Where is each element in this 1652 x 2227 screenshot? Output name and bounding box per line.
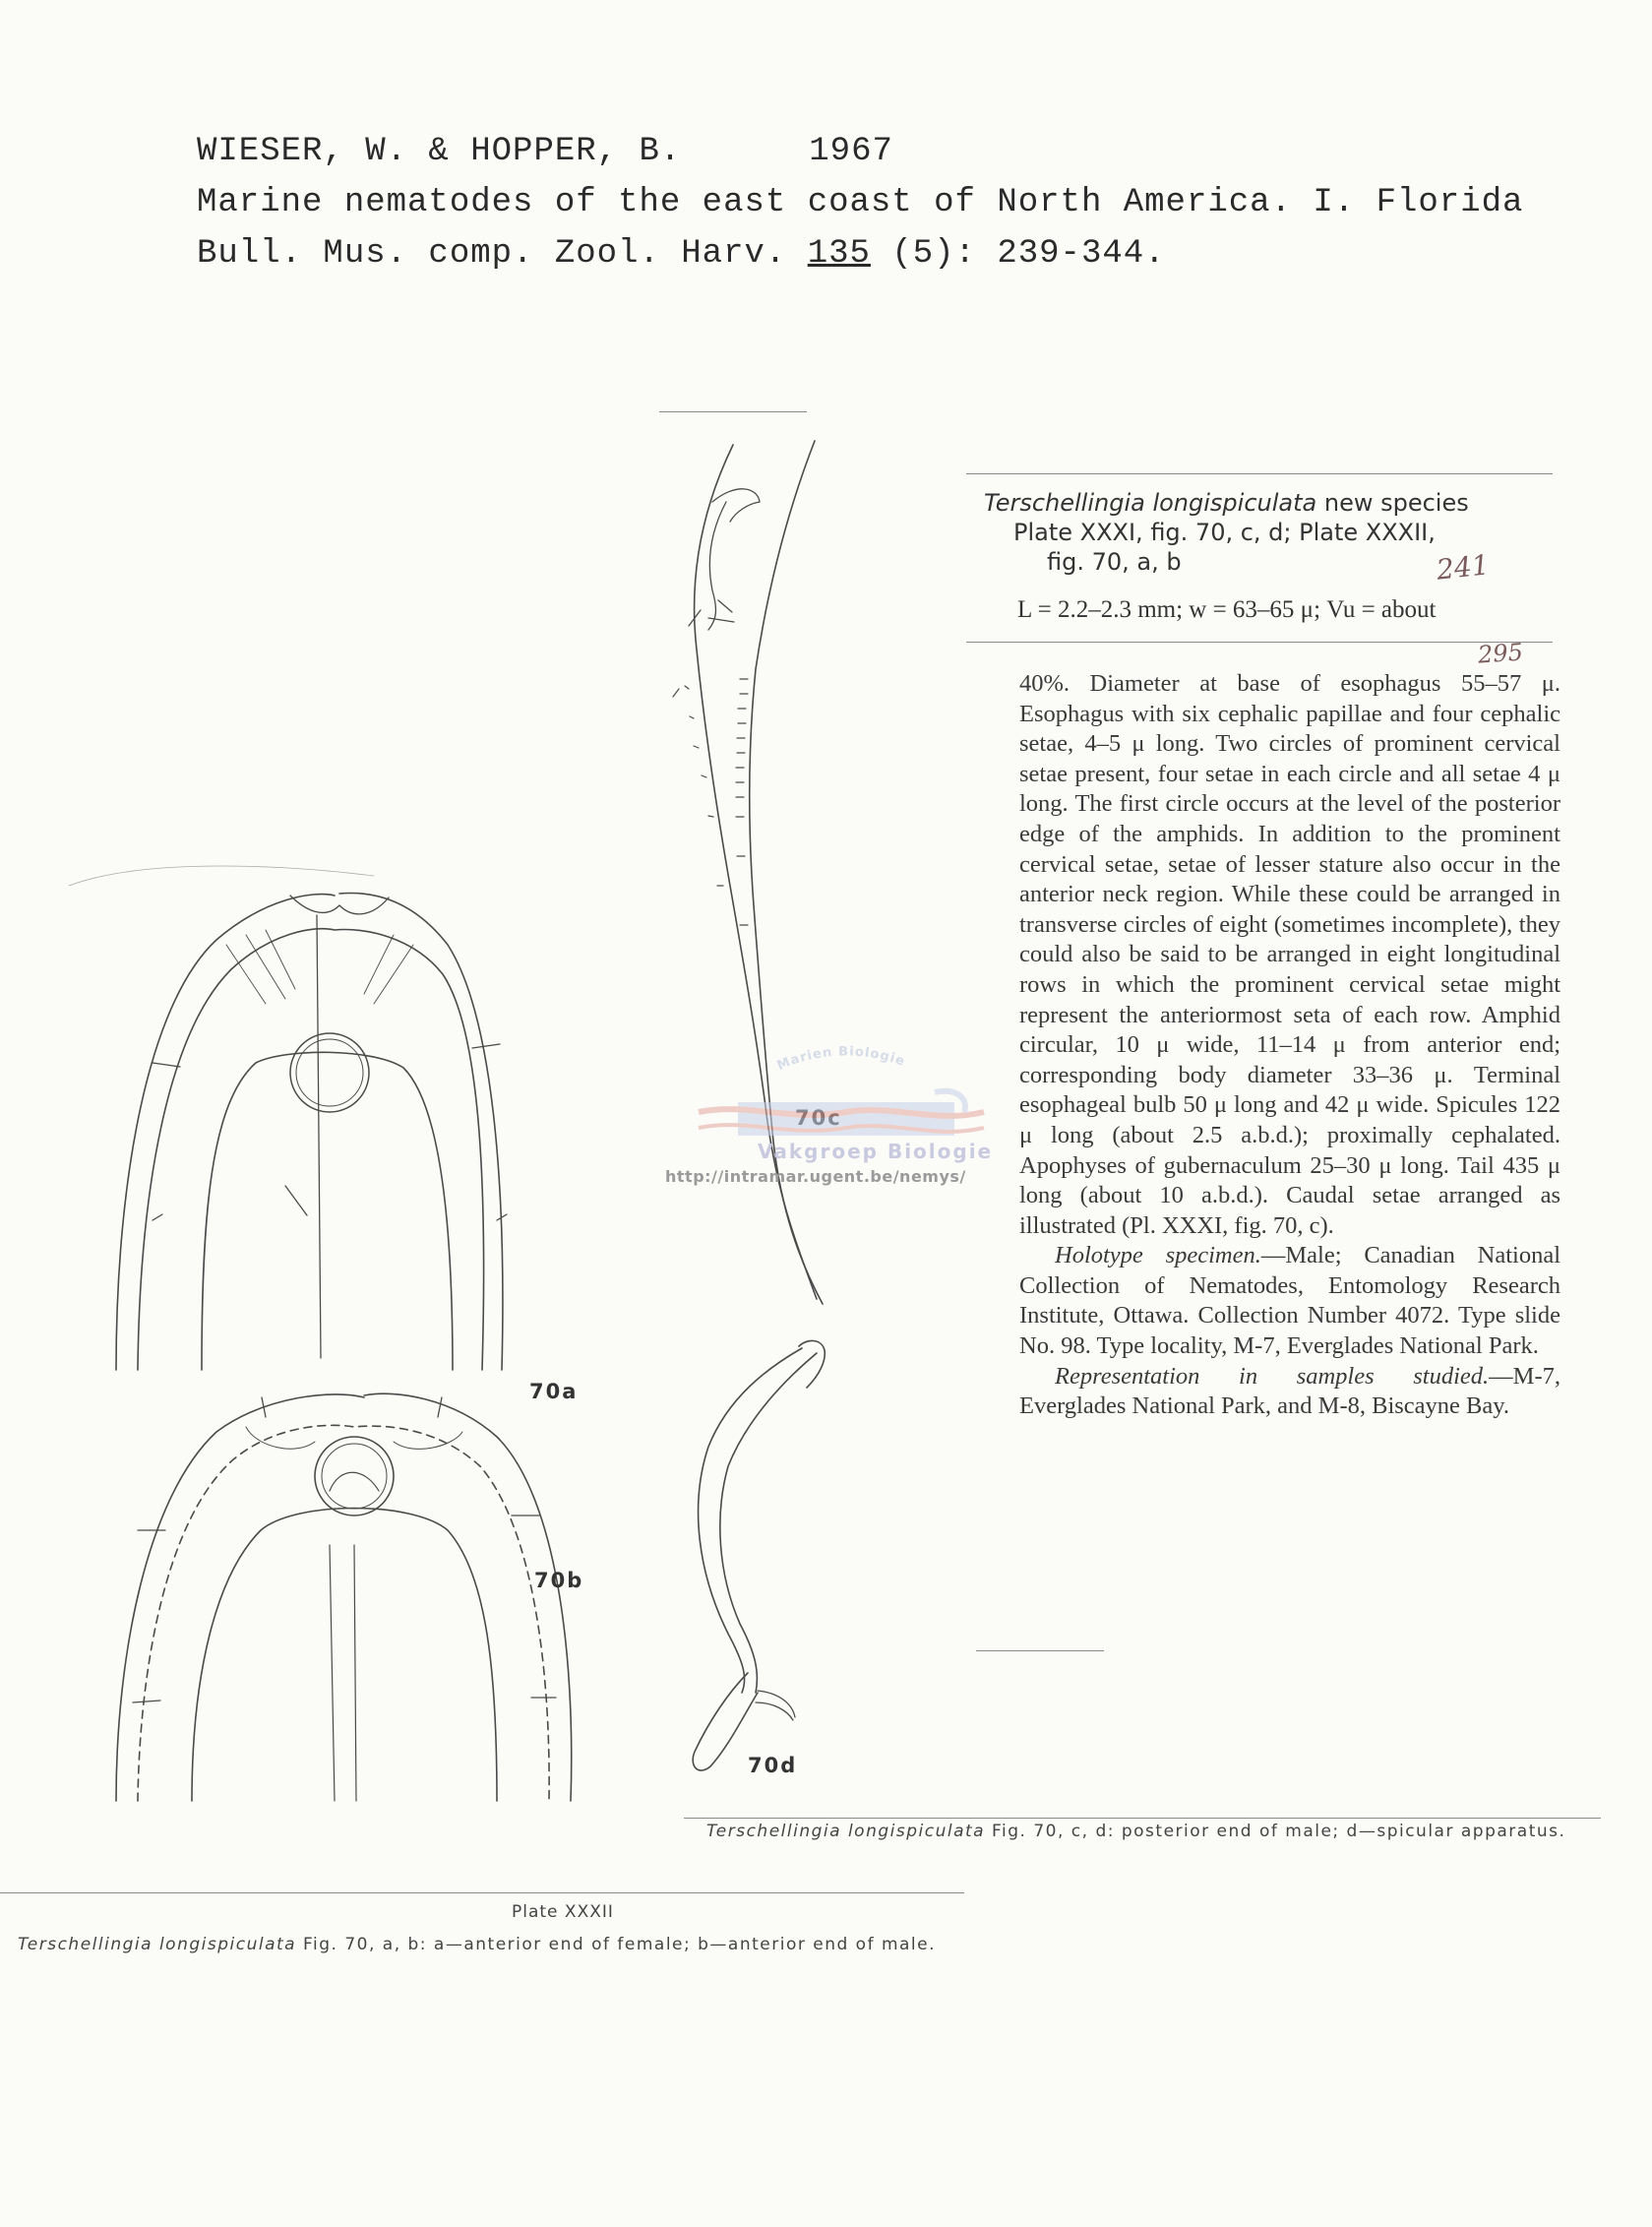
plate31-caption-species: Terschellingia longispiculata xyxy=(706,1822,986,1841)
species-plates-line2: fig. 70, a, b xyxy=(1047,548,1182,576)
reference-volume: 135 xyxy=(807,235,871,273)
representation-label: Representation in samples studied. xyxy=(1055,1362,1490,1390)
watermark-name: Vakgroep Biologie xyxy=(758,1140,994,1163)
reference-year: 1967 xyxy=(809,133,893,170)
species-status: new species xyxy=(1323,489,1469,517)
reference-journal: Bull. Mus. comp. Zool. Harv. xyxy=(197,235,787,273)
watermark-arc-text: Marien Biologie xyxy=(774,1044,907,1074)
representation-text: —M-7, Everglades National Park, and M-8, Biscayne Bay. xyxy=(1019,1362,1560,1420)
reference-pages: (5): 239-344. xyxy=(891,235,1166,273)
figure-70a-drawing xyxy=(69,866,507,1370)
plate32-title: Plate XXXII xyxy=(512,1902,614,1922)
handwritten-note-1: 241 xyxy=(1435,548,1492,587)
species-name: Terschellingia longispiculata xyxy=(984,489,1317,517)
plate31-caption xyxy=(706,1822,1565,1841)
plate32-caption-text: Fig. 70, a, b: a—anterior end of female; b—anterior end of male. xyxy=(302,1935,937,1954)
svg-text:Marien Biologie xyxy=(775,1044,907,1074)
watermark-url: http://intramar.ugent.be/nemys/ xyxy=(665,1167,966,1186)
handwritten-note-2: 295 xyxy=(1477,638,1524,669)
figure-label-70d: 70d xyxy=(748,1754,798,1777)
holotype-text: —Male; Canadian National Collection of Nematodes, Entomology Research Institute, Ottawa. Collection Number 4072. Type slide No. 98. Type locality, M-7, Everglades National Park. xyxy=(1019,1242,1561,1360)
figure-70d-drawing xyxy=(693,1340,825,1770)
reference-authors: WIESER, W. & HOPPER, B. xyxy=(197,133,682,170)
plate32-caption xyxy=(18,1935,936,1954)
species-measurements: L = 2.2–2.3 mm; w = 63–65 μ; Vu = about xyxy=(1017,596,1437,623)
plate32-caption-species: Terschellingia longispiculata xyxy=(18,1935,297,1954)
holotype-label: Holotype specimen. xyxy=(1055,1242,1261,1269)
plate31-caption-text: Fig. 70, c, d: posterior end of male; d—spicular apparatus. xyxy=(991,1822,1566,1841)
figure-label-70b: 70b xyxy=(534,1569,584,1592)
description-paragraph: 40%. Diameter at base of esophagus 55–57 μ. Esophagus with six cephalic papillae and four cephalic setae, 4–5 μ long. Two circles of prominent cervical setae present, four setae in each circle and all setae 4 μ long. The first circle occurs at the level of the posterior edge of the amphids. In addition to the prominent cervical setae, setae of lesser stature also occur in the anterior neck region. While these could be arranged in transverse circles of eight (sometimes incomplete), they could also be said to be arranged in eight longitudinal rows in which the prominent cervical setae might represent the anteriormost seta of each row. Amphid circular, 10 μ wide, 11–14 μ from anterior end; corresponding body diameter 33–36 μ. Terminal esophageal bulb 50 μ long and 42 μ wide. Spicules 122 μ long (about 2.5 a.b.d.); proximally cephalated. Apophyses of gubernaculum 25–30 μ long. Tail 435 μ long (about 10 a.b.d.). Caudal setae arranged as illustrated (Pl. XXXI, fig. 70, c). xyxy=(1019,670,1560,1239)
figure-label-70a: 70a xyxy=(529,1380,579,1403)
reference-title: Marine nematodes of the east coast of North America. I. Florida xyxy=(197,184,1524,221)
figure-70b-drawing xyxy=(116,1393,572,1801)
species-plates-line1: Plate XXXI, fig. 70, c, d; Plate XXXII, xyxy=(1013,519,1436,546)
